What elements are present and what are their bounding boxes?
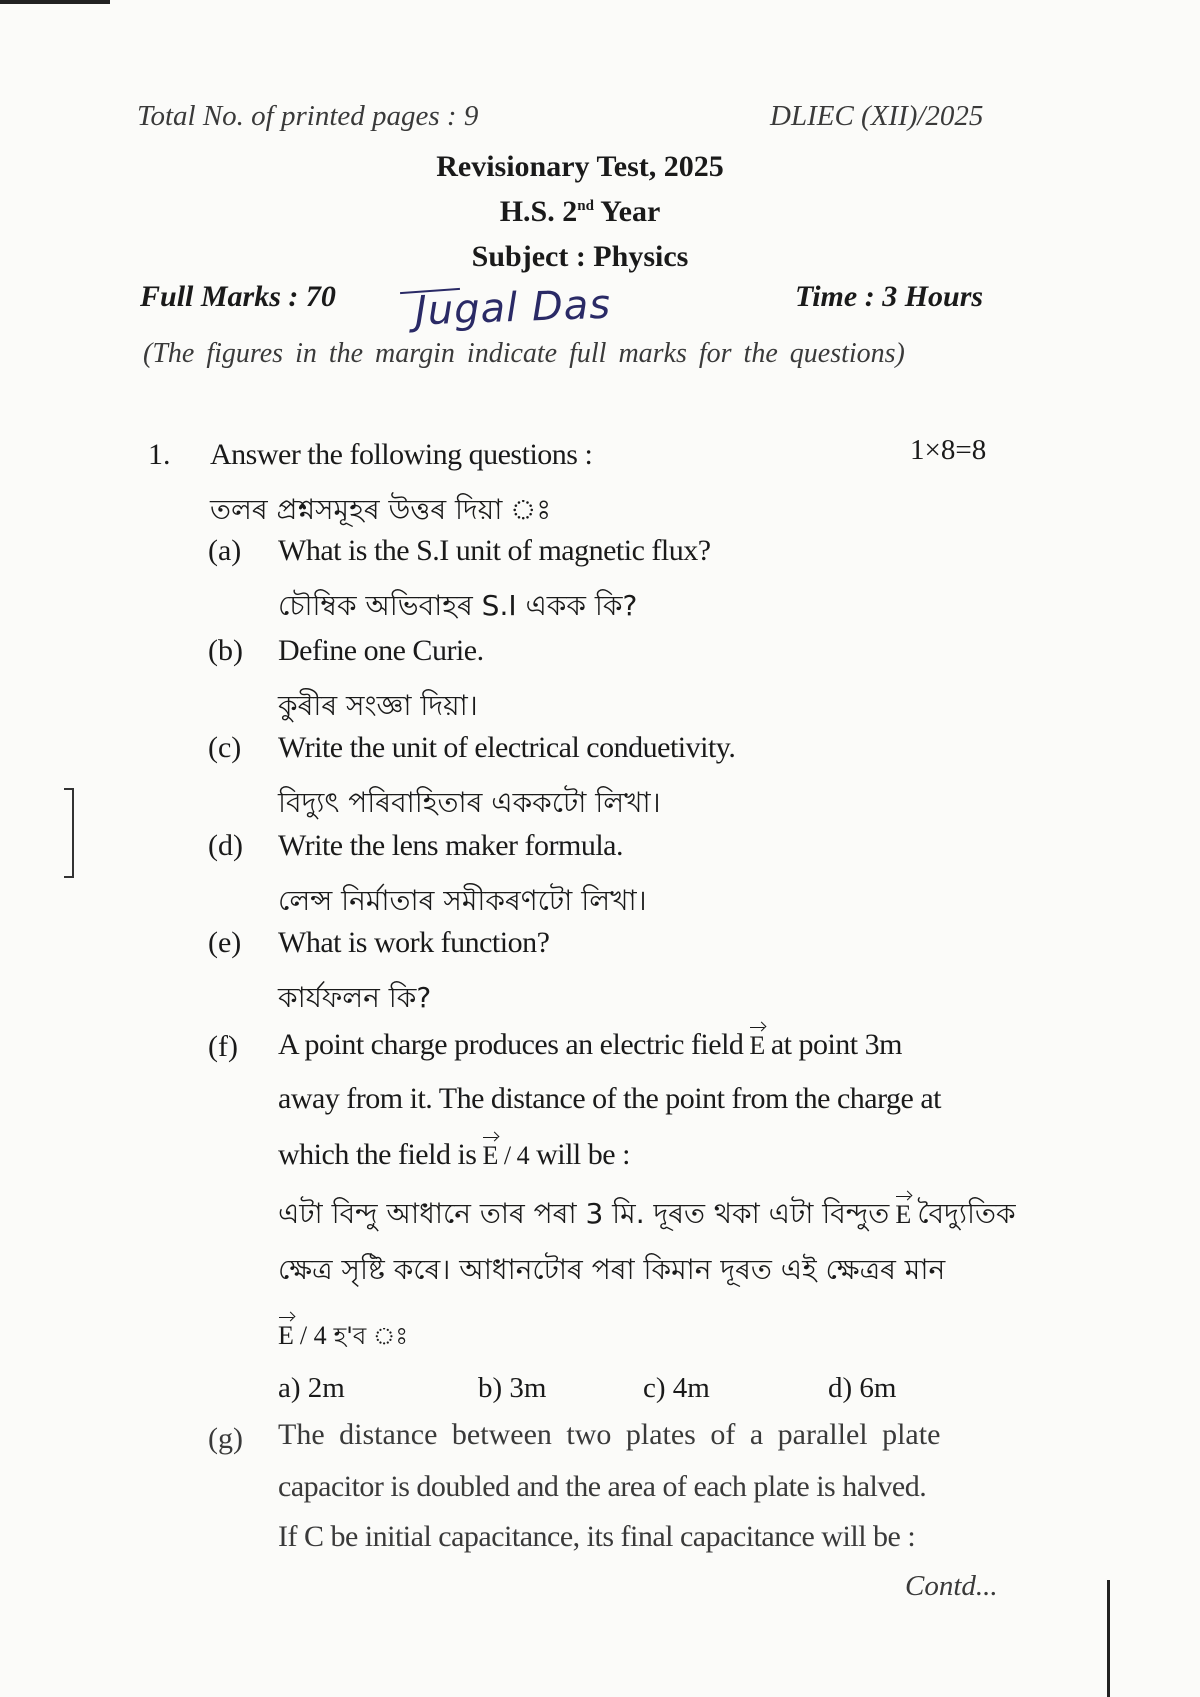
option-d: d) 6m (828, 1372, 897, 1404)
part-text-assamese: কাৰ্যফলন কি? (278, 981, 432, 1014)
field-vector-symbol: E (482, 1141, 498, 1170)
part-text: What is work function? (278, 926, 550, 959)
field-vector-symbol: E (749, 1031, 765, 1060)
part-label: (a) (208, 534, 242, 567)
part-label: (d) (208, 829, 243, 862)
question-text-assamese: তলৰ প্ৰশ্নসমূহৰ উত্তৰ দিয়া ঃ (210, 493, 552, 526)
question-marks: 1×8=8 (910, 434, 987, 466)
exam-title: Revisionary Test, 2025 (436, 150, 724, 183)
part-text: Write the unit of electrical conduetivity. (278, 731, 736, 764)
option-a: a) 2m (278, 1372, 345, 1404)
field-vector-symbol: E (278, 1321, 294, 1350)
part-text-assamese: বিদ্যুৎ পৰিবাহিতাৰ এককটো লিখা। (278, 786, 661, 819)
continued-note: Contd... (905, 1570, 998, 1602)
part-f-line2: away from it. The distance of the point from the charge at (278, 1082, 941, 1115)
part-g-line1: The distance between two plates of a parallel plate (278, 1418, 941, 1451)
field-vector-symbol: E (895, 1200, 912, 1229)
full-marks: Full Marks : 70 (140, 280, 336, 313)
part-g-line2: capacitor is doubled and the area of each plate is halved. (278, 1470, 927, 1503)
paper-code: DLIEC (XII)/2025 (770, 100, 984, 132)
part-g-line3: If C be initial capacitance, its final capacitance will be : (278, 1520, 916, 1553)
subject: Subject : Physics (471, 240, 689, 273)
part-f-line1: A point charge produces an electric field E at point 3m (278, 1028, 902, 1061)
part-text-assamese: চৌম্বিক অভিবাহৰ S.I একক কি? (278, 589, 638, 622)
part-text: Define one Curie. (278, 634, 484, 667)
question-text: Answer the following questions : (210, 438, 593, 471)
question-number: 1. (148, 438, 171, 471)
part-text-assamese: লেন্স নিৰ্মাতাৰ সমীকৰণটো লিখা। (278, 884, 647, 917)
option-c: c) 4m (643, 1372, 710, 1404)
option-b: b) 3m (478, 1372, 547, 1404)
part-f-label: (f) (208, 1030, 238, 1063)
scan-edge-mark (0, 0, 110, 4)
instruction: (The figures in the margin indicate full marks for the questions) (143, 338, 905, 369)
part-label: (e) (208, 926, 242, 959)
part-label: (b) (208, 634, 243, 667)
part-g-label: (g) (208, 1422, 243, 1455)
part-f-line3: which the field is E / 4 will be : (278, 1138, 630, 1171)
handwritten-signature: Jugal Das (414, 281, 612, 335)
margin-bracket-mark (64, 788, 74, 878)
part-text: Write the lens maker formula. (278, 829, 623, 862)
printed-pages: Total No. of printed pages : 9 (137, 100, 479, 132)
scan-edge-line (1107, 1580, 1110, 1697)
part-f-assamese-line3: E / 4 হ'ব ঃ (278, 1321, 409, 1350)
part-f-assamese-line1: এটা বিন্দু আধানে তাৰ পৰা 3 মি. দূৰত থকা এটা বিন্দুত E বৈদ্যুতিক (278, 1197, 1016, 1230)
time-allowed: Time : 3 Hours (795, 280, 984, 313)
part-f-assamese-line2: ক্ষেত্ৰ সৃষ্টি কৰে। আধানটোৰ পৰা কিমান দূৰত এই ক্ষেত্ৰৰ মান (278, 1253, 946, 1286)
part-text-assamese: কুৰীৰ সংজ্ঞা দিয়া। (278, 689, 478, 722)
part-label: (c) (208, 731, 242, 764)
class-year: H.S. 2nd Year (499, 195, 661, 228)
part-f-options (278, 1372, 896, 1405)
part-text: What is the S.I unit of magnetic flux? (278, 534, 711, 567)
